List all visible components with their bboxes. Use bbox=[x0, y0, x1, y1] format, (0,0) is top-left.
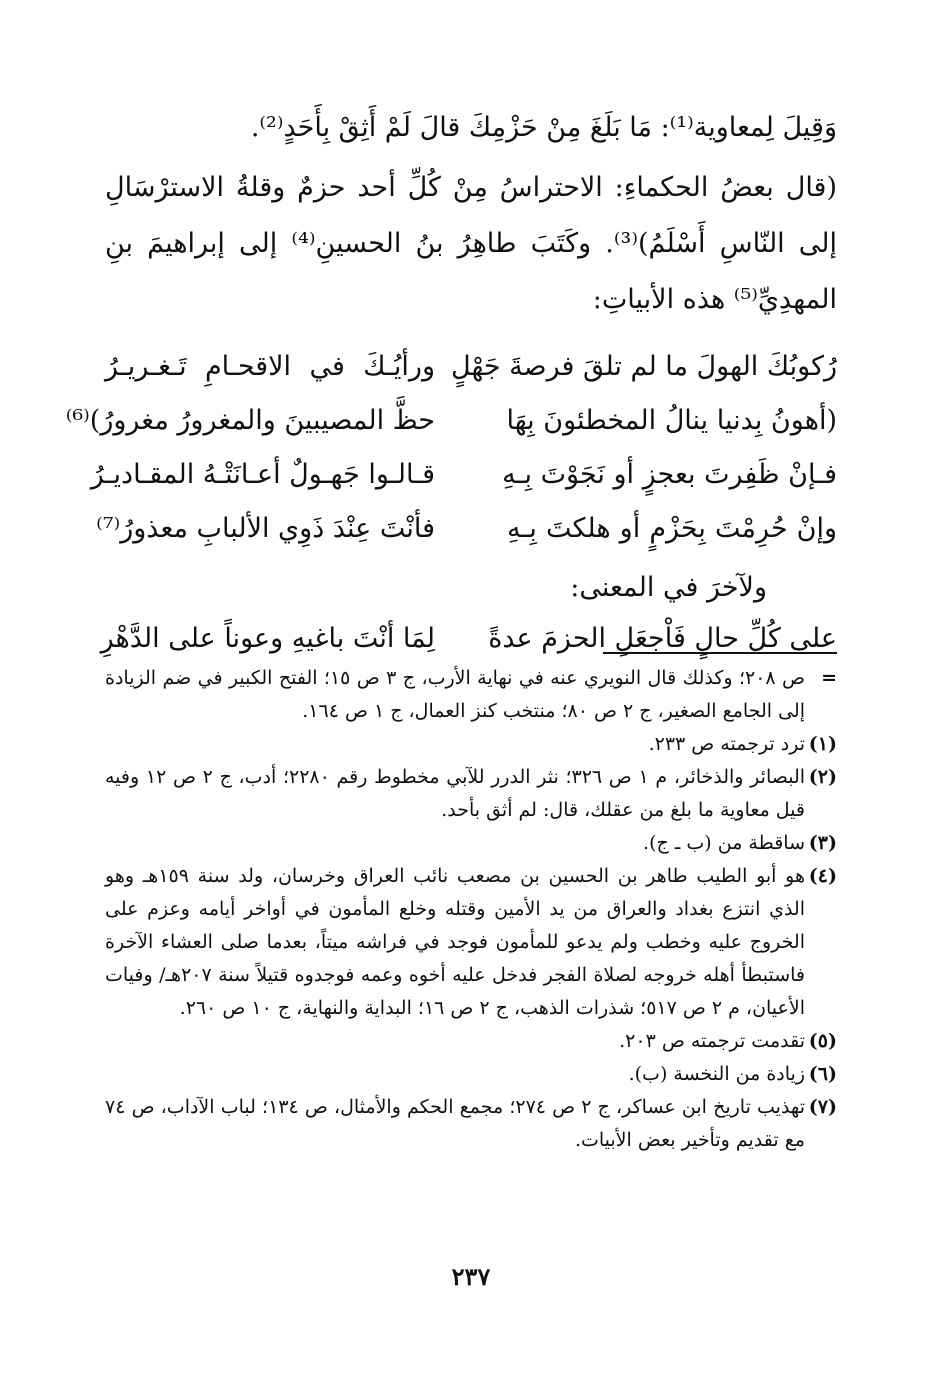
footnote bbox=[105, 761, 837, 827]
footnote bbox=[105, 860, 837, 1025]
footnote-number: (٣) bbox=[808, 832, 837, 854]
verse-first-hemistich: رُكوبُكَ الهولَ ما لم تلقَ فرصةَ جَهْلٍ bbox=[451, 351, 837, 382]
footnote bbox=[105, 827, 837, 860]
main-text bbox=[65, 100, 837, 666]
footnote-separator bbox=[603, 652, 837, 654]
footnote bbox=[105, 1025, 837, 1058]
verse-second-hemistich: قـالـوا جَهـولٌ أعـانَتْـهُ المقـاديـرُ bbox=[90, 459, 435, 490]
verse-line bbox=[96, 502, 837, 556]
footnotes bbox=[105, 662, 837, 1157]
verse-first-hemistich: وإنْ حُرِمْتَ بِحَزْمٍ أو هلكتَ بِـهِ bbox=[507, 513, 837, 544]
footnote-text: البصائر والذخائر، م ١ ص ٣٢٦؛ نثر الدرر للآبي مخطوط رقم ٢٢٨٠؛ أدب، ج ٢ ص ١٢ وفيه قيل معاوية ما بلغ من عقلك، قال: لم أثق بأحد. bbox=[105, 766, 806, 821]
footnote-number: (١) bbox=[808, 733, 837, 755]
footnote-text: زيادة من النخسة (ب). bbox=[628, 1063, 805, 1085]
verse-second-hemistich: ورأيُـكَ في الاقحـامِ تَـغـريـرُ bbox=[105, 351, 435, 382]
footnote-text: تهذيب تاريخ ابن عساكر، ج ٢ ص ٢٧٤؛ مجمع الحكم والأمثال، ص ١٣٤؛ لباب الآداب، ص ٧٤ مع تقديم وتأخير بعض الأبيات. bbox=[105, 1096, 805, 1151]
footnote-text: ص ٢٠٨؛ وكذلك قال النويري عنه في نهاية الأرب، ج ٣ ص ١٥؛ الفتح الكبير في ضم الزيادة إلى الجامع الصغير، ج ٢ ص ٨٠؛ منتخب كنز العمال، ج ١ ص ١٦٤. bbox=[105, 667, 806, 722]
footnote bbox=[105, 662, 837, 728]
verse-second-hemistich: فأنْتَ عِنْدَ ذَوِي الألبابِ معذورُ⁽⁷⁾ bbox=[96, 513, 435, 544]
poem bbox=[65, 340, 837, 666]
page-number: ٢٣٧ bbox=[451, 1262, 491, 1291]
verse-line bbox=[100, 612, 837, 666]
footnote-number: (٧) bbox=[808, 1096, 837, 1118]
poem-intro: ولآخرَ في المعنى: bbox=[570, 572, 767, 603]
verse-line bbox=[105, 340, 837, 394]
verse-line bbox=[65, 394, 837, 448]
footnote bbox=[105, 1058, 837, 1091]
footnote-text: ساقطة من (ب ـ ج). bbox=[643, 832, 805, 854]
verse-second-hemistich: لِمَا أنْتَ باغيهِ وعوناً على الدَّهْرِ bbox=[100, 623, 435, 654]
footnote-text: هو أبو الطيب طاهر بن الحسين بن مصعب نائب العراق وخرسان، ولد سنة ١٥٩هـ وهو الذي انتزع بغداد والعراق من يد الأمين وقتله وخلع المأمون في أواخر أيامه وعزم على الخروج عليه وخطب ولم يدعو للمأمون فوجد في فراشه ميتاً، بعدما صلى العشاء الآخرة فاستبطأ أهله خروجه لصلاة الفجر فدخل عليه أخوه وعمه فوجدوه قتيلاً سنة ٢٠٧هـ/ وفيات الأعيان، م ٢ ص ٥١٧؛ شذرات الذهب، ج ٢ ص ١٦؛ البداية والنهاية، ج ١٠ ص ٢٦٠. bbox=[105, 865, 805, 1019]
footnote-number: (٥) bbox=[808, 1030, 837, 1052]
verse-first-hemistich: (أهونُ بِدنيا ينالُ المخطئونَ بِهَا bbox=[506, 405, 837, 436]
footnote-text: تقدمت ترجمته ص ٢٠٣. bbox=[619, 1030, 805, 1052]
verse-first-hemistich: فـإنْ ظَفِرتَ بعجزٍ أو نَجَوْتَ بِـهِ bbox=[502, 459, 837, 490]
paragraph-wise-saying: (قال بعضُ الحكماءِ: الاحتراسُ مِنْ كُلِّ أحد حزمٌ وقلةُ الاسترْسَالِ إلى النّاسِ أَسْلَمُ)⁽³⁾. وكَتَبَ طاهِرُ بنُ الحسينِ⁽⁴⁾ إلى إبراهيمَ بنِ المهدِيِّ⁽⁵⁾ هذه الأبياتِ: bbox=[105, 172, 837, 315]
footnote-number: (٤) bbox=[808, 865, 837, 887]
footnote-number: (٦) bbox=[808, 1063, 837, 1085]
verse-line bbox=[90, 448, 837, 502]
footnote bbox=[105, 1091, 837, 1157]
footnote-marker: = bbox=[821, 667, 837, 689]
verse-first-hemistich: على كُلِّ حالٍ فَاْجعَلِ الحزمَ عدةً bbox=[488, 623, 837, 654]
verse-second-hemistich: حظَّ المصيبينَ والمغرورُ مغرورُ)⁽⁶⁾ bbox=[65, 405, 435, 436]
paragraph-muawiya: وَقِيلَ لِمعاوية⁽¹⁾: مَا بَلَغَ مِنْ حَزْمِكَ قالَ لَمْ أَثِقْ بِأَحَدٍ⁽²⁾. bbox=[250, 112, 837, 143]
footnote-text: ترد ترجمته ص ٢٣٣. bbox=[648, 733, 805, 755]
footnote-number: (٢) bbox=[808, 766, 837, 788]
footnote bbox=[105, 728, 837, 761]
